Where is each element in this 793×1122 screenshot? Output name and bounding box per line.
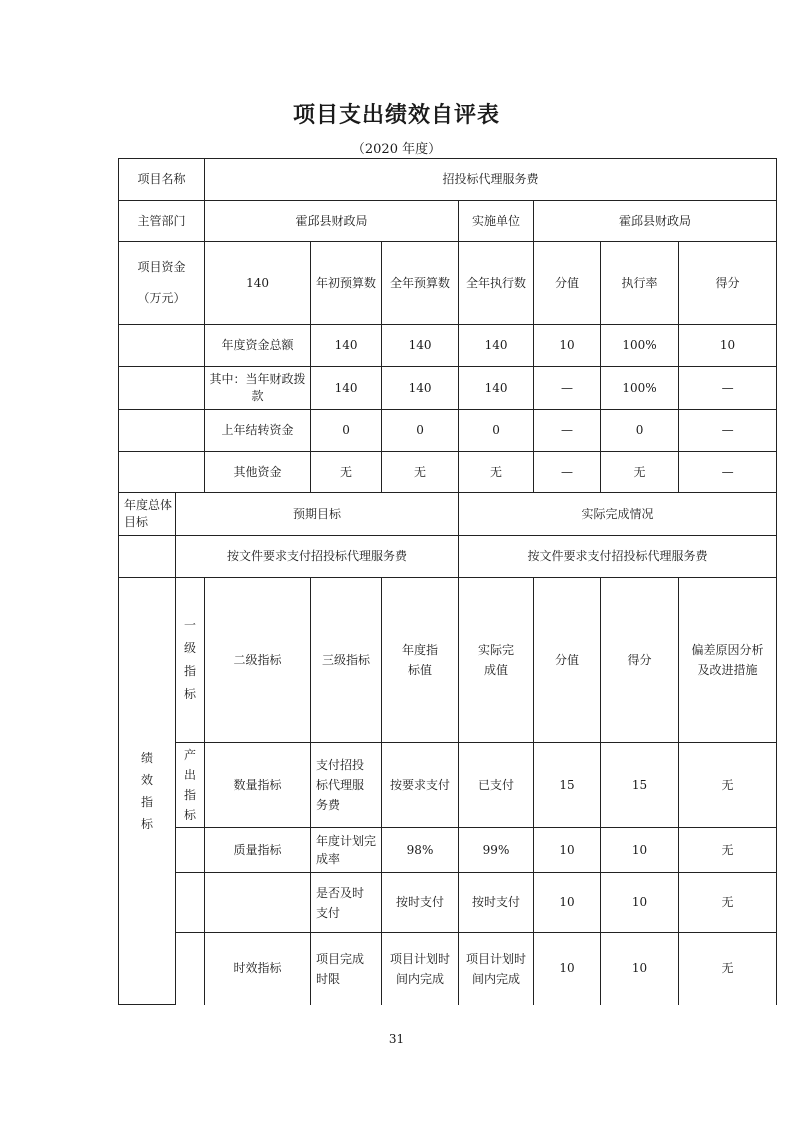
funds-cell: — [679,410,777,452]
funds-header: 全年执行数 [459,242,534,325]
funds-cell: — [679,367,777,410]
perf-cell: 99% [459,828,534,873]
table-row [119,410,777,452]
perf-cell: 无 [679,933,777,1005]
self-evaluation-table [118,158,777,1005]
funds-header: 得分 [679,242,777,325]
perf-header: 二级指标 [205,578,311,743]
funds-cell: 无 [459,452,534,493]
table-row [119,242,777,325]
perf-cell: 时效指标 [205,933,311,1005]
funds-cell: 100% [601,367,679,410]
funds-cell: 140 [459,367,534,410]
perf-cell: 15 [601,743,679,828]
goals-actual-label: 实际完成情况 [459,493,777,536]
table-row [119,493,777,536]
funds-row-name: 其中：当年财政拨款 [205,367,311,410]
perf-cell: 15 [534,743,601,828]
funds-cell: 140 [382,367,459,410]
funds-cell: 0 [601,410,679,452]
funds-cell: 10 [534,325,601,367]
perf-cell: 项目计划时间内完成 [459,933,534,1005]
perf-cell: 按时支付 [459,873,534,933]
dept-label: 主管部门 [119,201,205,242]
perf-cell: 支付招投标代理服务费 [311,743,382,828]
perf-cell [205,873,311,933]
funds-row-name: 年度资金总额 [205,325,311,367]
perf-header: 得分 [601,578,679,743]
table-row [119,201,777,242]
impl-value: 霍邱县财政局 [534,201,777,242]
table-row [119,325,777,367]
impl-label: 实施单位 [459,201,534,242]
funds-cell: 0 [459,410,534,452]
table-row [119,743,777,828]
perf-cell: 10 [534,933,601,1005]
perf-header: 一级指标 [176,578,205,743]
funds-row-name: 其他资金 [205,452,311,493]
perf-cell: 98% [382,828,459,873]
perf-cell: 10 [601,873,679,933]
perf-cell: 项目计划时间内完成 [382,933,459,1005]
funds-cell: 无 [382,452,459,493]
page-subtitle: （2020 年度） [351,142,442,157]
goals-label: 年度总体目标 [119,493,176,536]
funds-cell: 0 [311,410,382,452]
table-row [119,828,777,873]
perf-header: 偏差原因分析及改进措施 [679,578,777,743]
funds-label-line1: 项目资金 [137,260,186,274]
table-row [119,536,777,578]
goals-actual-value: 按文件要求支付招投标代理服务费 [459,536,777,578]
perf-cell: 是否及时支付 [311,873,382,933]
perf-cell: 10 [601,933,679,1005]
perf-header: 三级指标 [311,578,382,743]
project-name-value: 招投标代理服务费 [205,159,777,201]
funds-total: 140 [205,242,311,325]
funds-cell: 10 [679,325,777,367]
funds-label [119,242,205,325]
goals-expected-value: 按文件要求支付招投标代理服务费 [176,536,459,578]
perf-cell: 无 [679,873,777,933]
table-row [119,452,777,493]
perf-cell: 10 [601,828,679,873]
funds-cell: — [679,452,777,493]
table-row [119,367,777,410]
perf-cell: 10 [534,873,601,933]
table-row [119,578,777,743]
perf-cell: 10 [534,828,601,873]
perf-cell: 按要求支付 [382,743,459,828]
funds-cell: — [534,367,601,410]
perf-cell: 已支付 [459,743,534,828]
perf-header: 年度指标值 [382,578,459,743]
perf-cell: 无 [679,743,777,828]
perf-cell: 无 [679,828,777,873]
funds-cell: 0 [382,410,459,452]
page-number: 31 [388,1032,405,1046]
funds-row-name: 上年结转资金 [205,410,311,452]
funds-cell: 140 [311,367,382,410]
perf-level1: 产出指标 [176,743,205,828]
perf-header: 实际完成值 [459,578,534,743]
funds-cell: — [534,410,601,452]
perf-cell: 年度计划完成率 [311,828,382,873]
project-name-label: 项目名称 [119,159,205,201]
funds-cell: 无 [601,452,679,493]
funds-header: 分值 [534,242,601,325]
funds-header: 全年预算数 [382,242,459,325]
perf-header: 分值 [534,578,601,743]
funds-cell: 140 [382,325,459,367]
perf-cell: 项目完成时限 [311,933,382,1005]
table-row [119,159,777,201]
funds-header: 执行率 [601,242,679,325]
perf-cell: 数量指标 [205,743,311,828]
table-row [119,933,777,1005]
dept-value: 霍邱县财政局 [205,201,459,242]
funds-label-line2: （万元） [137,291,186,305]
funds-header: 年初预算数 [311,242,382,325]
perf-cell: 按时支付 [382,873,459,933]
funds-cell: 无 [311,452,382,493]
table-row [119,873,777,933]
funds-cell: — [534,452,601,493]
page-title: 项目支出绩效自评表 [292,103,500,128]
funds-cell: 140 [311,325,382,367]
funds-cell: 100% [601,325,679,367]
funds-cell: 140 [459,325,534,367]
perf-cell: 质量指标 [205,828,311,873]
performance-label: 绩效指标 [119,578,176,1005]
goals-expected-label: 预期目标 [176,493,459,536]
